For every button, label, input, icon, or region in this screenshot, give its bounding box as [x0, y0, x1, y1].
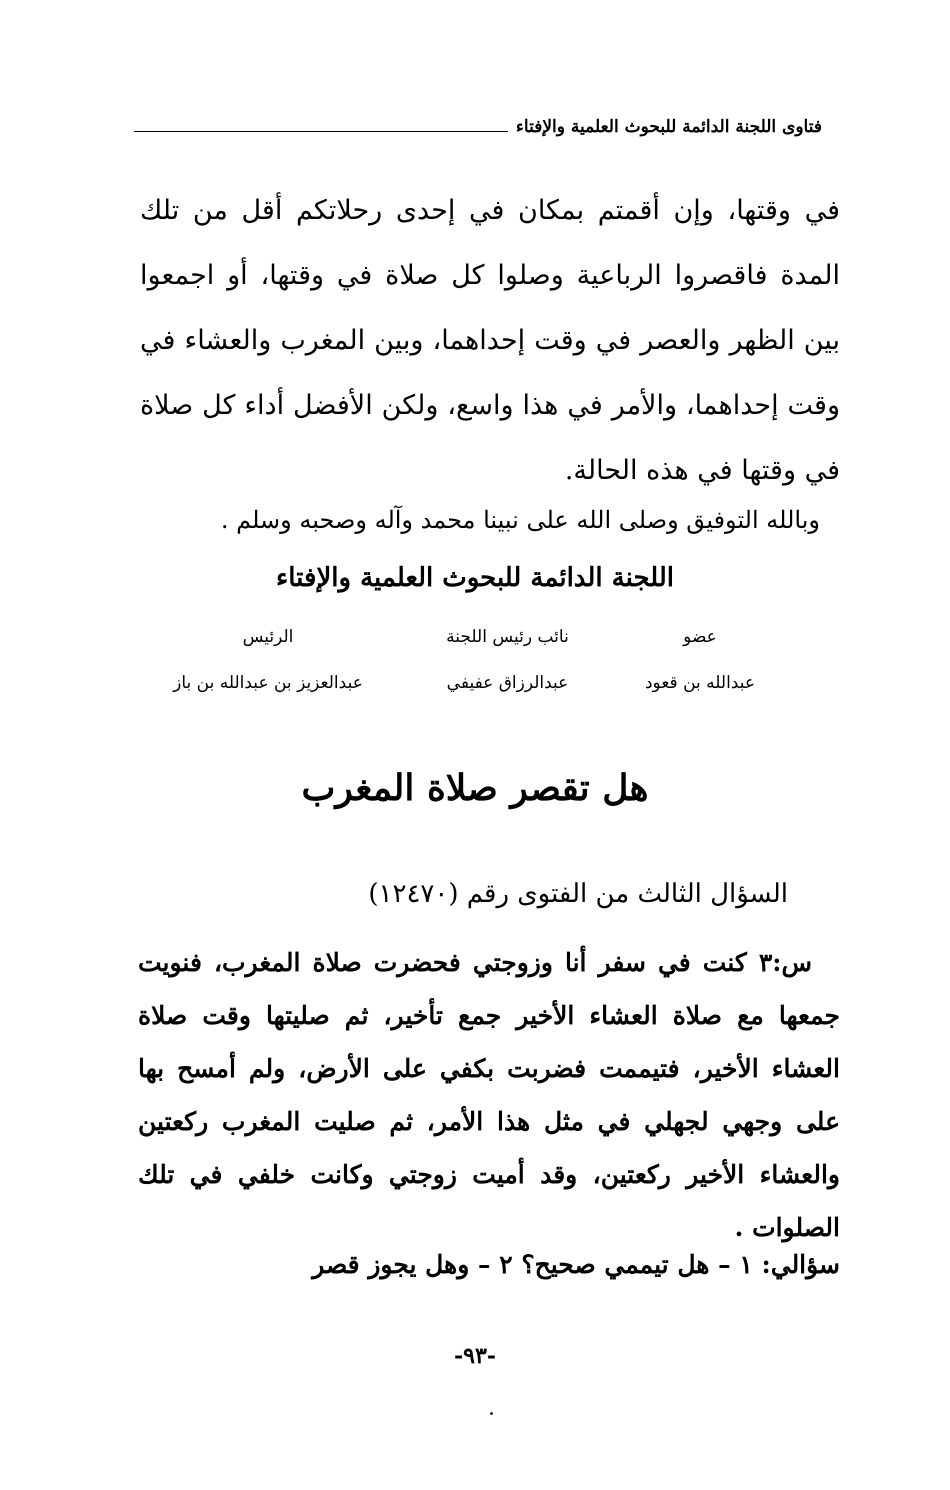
signatory-name: عبدالله بن قعود: [644, 673, 755, 693]
question-body: س:٣ كنت في سفر أنا وزوجتي فحضرت صلاة المغرب، فنويت جمعها مع صلاة العشاء الأخير جمع تأخير، ثم صليتها وقت صلاة العشاء الأخير، فتيممت فضربت بكفي على الأرض، ولم أمسح بها على وجهي لجهلي في مثل هذا الأمر، ثم صليت المغرب ركعتين والعشاء الأخير ركعتين، وقد أميت زوجتي وكانت خلفي في تلك الصلوات .: [138, 948, 840, 1242]
signatory-name: عبدالرزاق عفيفي: [446, 673, 569, 693]
running-header: [134, 112, 822, 142]
question-paragraph: [138, 936, 840, 1254]
signatory-vice-chair: [420, 614, 595, 706]
header-rule: [134, 131, 508, 132]
signatory-member: [640, 614, 760, 706]
closing-line: وبالله التوفيق وصلى الله على نبينا محمد وآله وصحبه وسلم .: [220, 506, 820, 534]
signatory-name: عبدالعزيز بن عبدالله بن باز: [173, 673, 363, 693]
signatory-role: الرئيس: [242, 627, 294, 647]
committee-name: اللجنة الدائمة للبحوث العلمية والإفتاء: [276, 563, 674, 593]
section-title: هل تقصر صلاة المغرب: [301, 767, 649, 809]
signatory-role: نائب رئيس اللجنة: [446, 627, 569, 647]
question-reference: السؤال الثالث من الفتوى رقم (١٢٤٧٠): [368, 879, 788, 909]
question-continuation: سؤالي: ١ – هل تيممي صحيح؟ ٢ – وهل يجوز قصر: [312, 1250, 840, 1279]
print-speck: [490, 1412, 493, 1415]
page-number: -٩٣-: [454, 1343, 496, 1369]
running-header-title: فتاوى اللجنة الدائمة للبحوث العلمية والإفتاء: [515, 117, 822, 137]
signatory-role: عضو: [683, 627, 717, 647]
signatory-chair: [148, 614, 388, 706]
fatwa-answer-paragraph: في وقتها، وإن أقمتم بمكان في إحدى رحلاتكم أقل من تلك المدة فاقصروا الرباعية وصلوا كل صلاة في وقتها، أو اجمعوا بين الظهر والعصر في وقت إحداهما، وبين المغرب والعشاء في وقت إحداهما، والأمر في هذا واسع، ولكن الأفضل أداء كل صلاة في وقتها في هذه الحالة.: [140, 195, 840, 486]
